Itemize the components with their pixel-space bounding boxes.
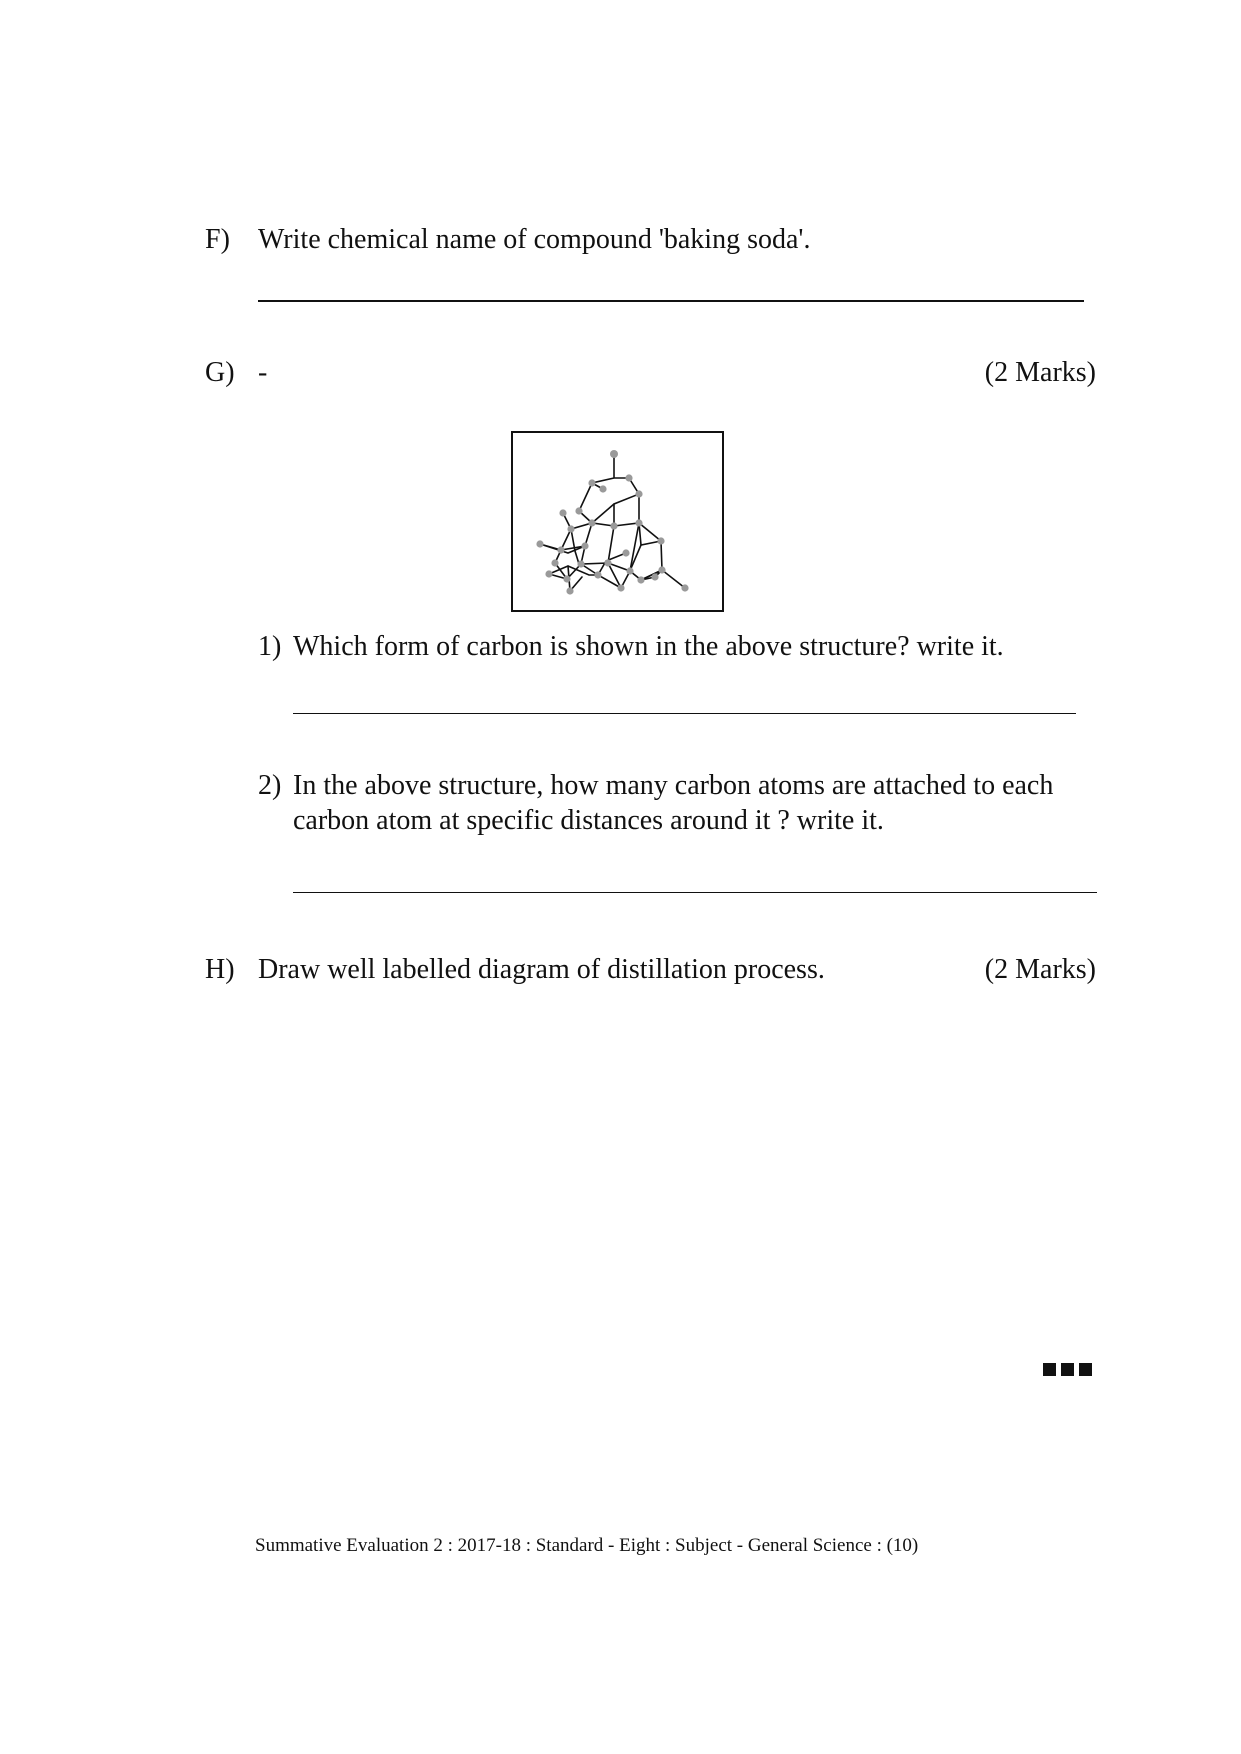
question-g-sub2-line1: In the above structure, how many carbon atoms are attached to each	[293, 770, 1054, 801]
diamond-lattice-diagram	[513, 433, 722, 610]
answer-line-f[interactable]	[258, 300, 1084, 302]
question-h-label: H)	[205, 954, 235, 985]
question-g-label: G)	[205, 357, 235, 388]
carbon-structure-figure	[511, 431, 724, 612]
question-f-text: Write chemical name of compound 'baking soda'.	[258, 224, 811, 255]
end-marker-square	[1061, 1363, 1074, 1376]
question-h-text: Draw well labelled diagram of distillation process.	[258, 954, 825, 985]
answer-line-g2[interactable]	[293, 892, 1097, 893]
question-g-marks: (2 Marks)	[984, 357, 1096, 388]
question-f-label: F)	[205, 224, 230, 255]
end-marker-square	[1079, 1363, 1092, 1376]
answer-line-g1[interactable]	[293, 713, 1076, 714]
end-marker-square	[1043, 1363, 1056, 1376]
question-g-sub1-number: 1)	[258, 631, 282, 662]
question-h-marks: (2 Marks)	[984, 954, 1096, 985]
page-footer: Summative Evaluation 2 : 2017-18 : Standard - Eight : Subject - General Science : (10)	[255, 1535, 919, 1556]
question-g-sub2-line2: carbon atom at specific distances around it ? write it.	[293, 805, 884, 836]
question-g-sub1-text: Which form of carbon is shown in the above structure? write it.	[293, 631, 1004, 662]
question-g-sub2-number: 2)	[258, 770, 282, 801]
question-g-text: -	[258, 357, 268, 388]
